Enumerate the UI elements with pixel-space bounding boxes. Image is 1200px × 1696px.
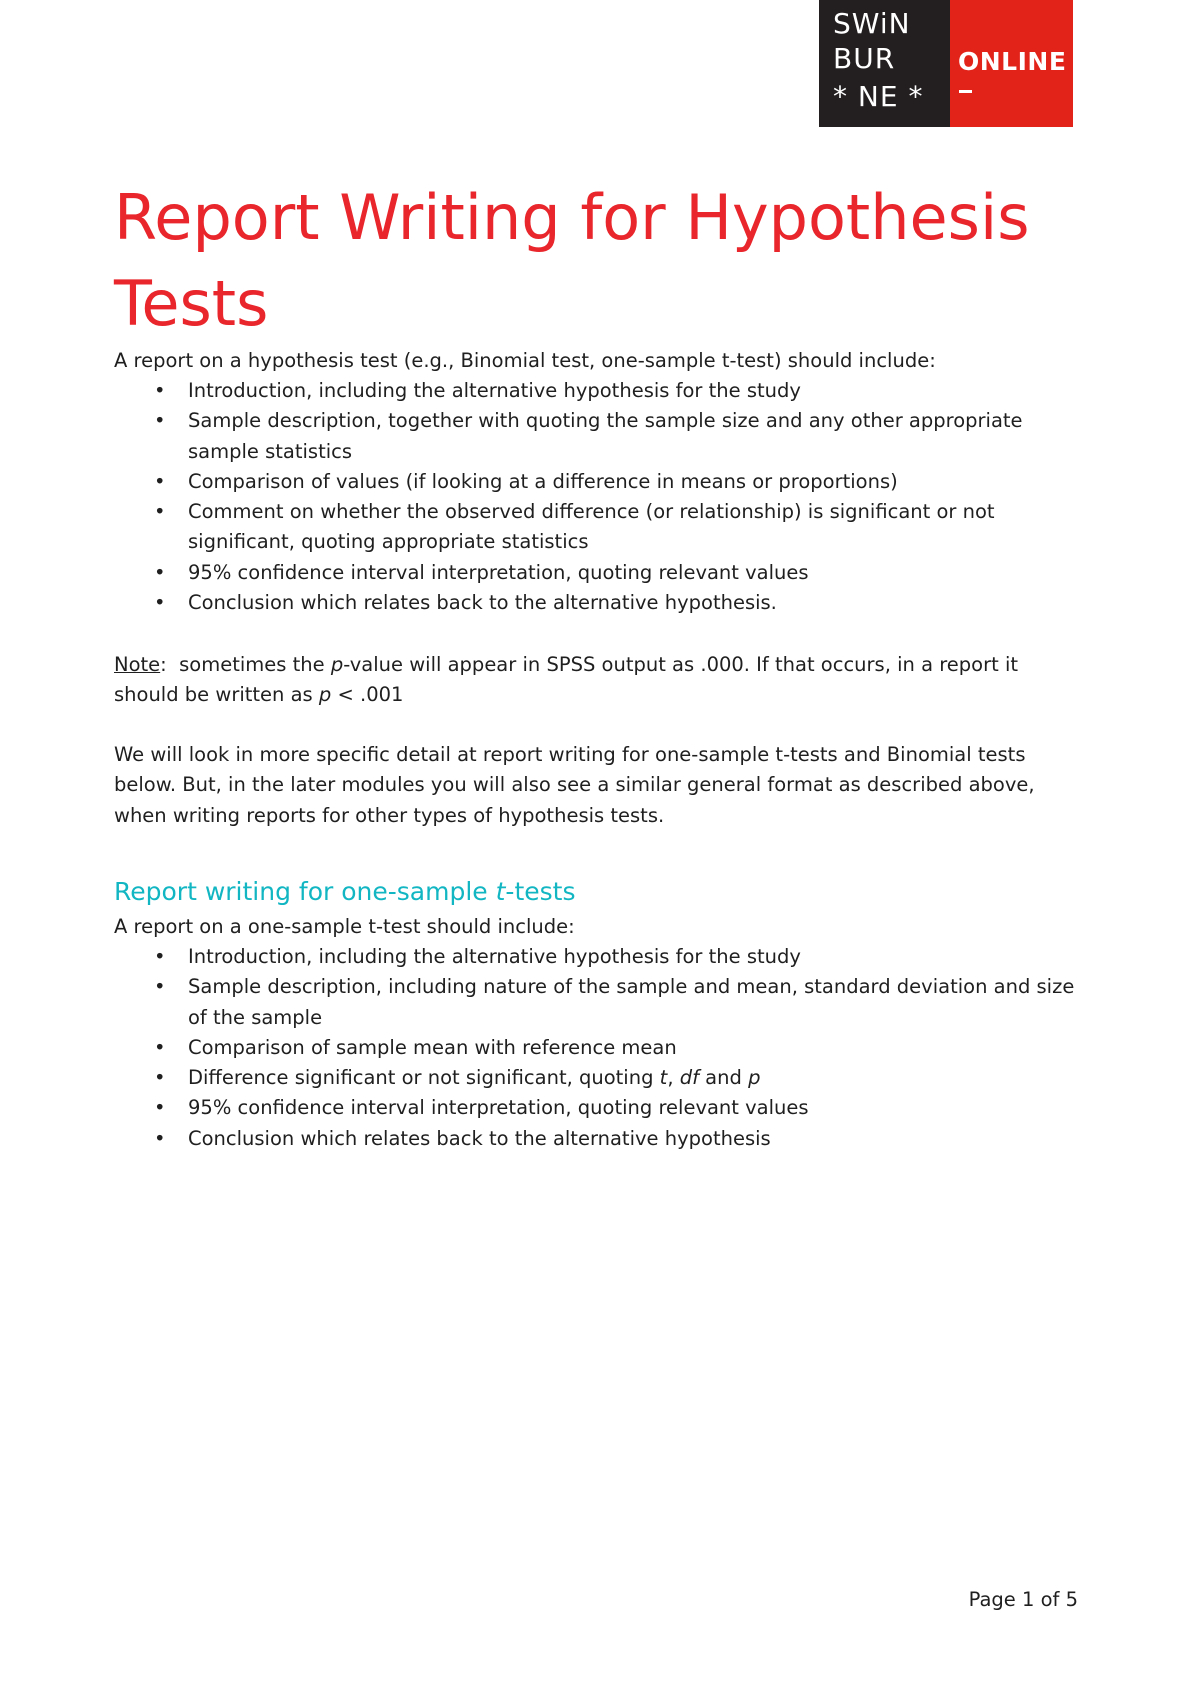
note-text-2: -value will appear in SPSS output as .000. If that occurs, in a report it should be written as xyxy=(114,653,1019,707)
page-number: Page 1 of 5 xyxy=(968,1588,1078,1611)
note-p-symbol-2: p xyxy=(318,683,332,707)
list-item: • Introduction, including the alternative hypothesis for the study xyxy=(114,942,1094,972)
logo-line-3: * NE * xyxy=(833,80,924,113)
list-item: • Sample description, together with quoting the sample size and any other appropriate sample statistics xyxy=(114,406,1094,467)
list-item: • Comment on whether the observed difference (or relationship) is significant or not significant, quoting appropriate statistics xyxy=(114,497,1094,558)
list-item xyxy=(114,1063,1094,1093)
section-intro: A report on a one-sample t-test should include: xyxy=(114,915,575,938)
note-label: Note xyxy=(114,653,161,676)
page-title: Report Writing for Hypothesis Tests xyxy=(114,181,1030,340)
note-text-1: sometimes the xyxy=(166,653,331,676)
logo-line-2: BUR xyxy=(833,42,896,75)
section-heading xyxy=(114,875,575,909)
item4-p: p xyxy=(748,1066,761,1090)
list-item: • Introduction, including the alternative hypothesis for the study xyxy=(114,376,1094,406)
logo-online-block xyxy=(950,0,1073,127)
list-item: • Sample description, including nature of the sample and mean, standard deviation and size of the sample xyxy=(114,972,1094,1033)
logo-line-1: SWiN xyxy=(833,7,911,40)
logo-online-text: ONLINE xyxy=(958,47,1067,76)
item4-text: Difference significant or not significant, quoting xyxy=(188,1066,660,1090)
list-item: • Conclusion which relates back to the alternative hypothesis xyxy=(114,1124,1094,1154)
detail-paragraph: We will look in more specific detail at report writing for one-sample t-tests and Binomial tests below. But, in the later modules you will also see a similar general format as described above, when writing reports for other types of hypothesis tests. xyxy=(114,743,1035,827)
note-p-symbol: p xyxy=(330,653,344,676)
section-heading-t: t xyxy=(495,877,506,906)
list-item: • Comparison of values (if looking at a difference in means or proportions) xyxy=(114,467,1094,497)
item4-sep: , xyxy=(667,1066,680,1090)
item4-and: and xyxy=(698,1066,749,1090)
note-colon: : xyxy=(160,653,167,676)
one-sample-contents-list xyxy=(114,942,1094,1154)
logo-wordmark-block xyxy=(819,0,950,127)
note-text-3: < .001 xyxy=(331,683,404,707)
section-heading-text-1: Report writing for one-sample xyxy=(114,877,496,906)
intro-paragraph: A report on a hypothesis test (e.g., Binomial test, one-sample t-test) should include: xyxy=(114,349,936,372)
list-item: • Comparison of sample mean with reference mean xyxy=(114,1033,1094,1063)
list-item: • Conclusion which relates back to the alternative hypothesis. xyxy=(114,588,1094,618)
list-item: • 95% confidence interval interpretation, quoting relevant values xyxy=(114,1093,1094,1123)
logo-dash xyxy=(959,90,972,93)
report-contents-list xyxy=(114,376,1094,618)
item4-t: t xyxy=(659,1066,668,1090)
swinburne-online-logo xyxy=(819,0,1073,127)
list-item: • 95% confidence interval interpretation, quoting relevant values xyxy=(114,558,1094,588)
note-paragraph xyxy=(114,650,1074,711)
section-heading-text-2: -tests xyxy=(505,877,576,906)
item4-df: df xyxy=(679,1066,699,1090)
